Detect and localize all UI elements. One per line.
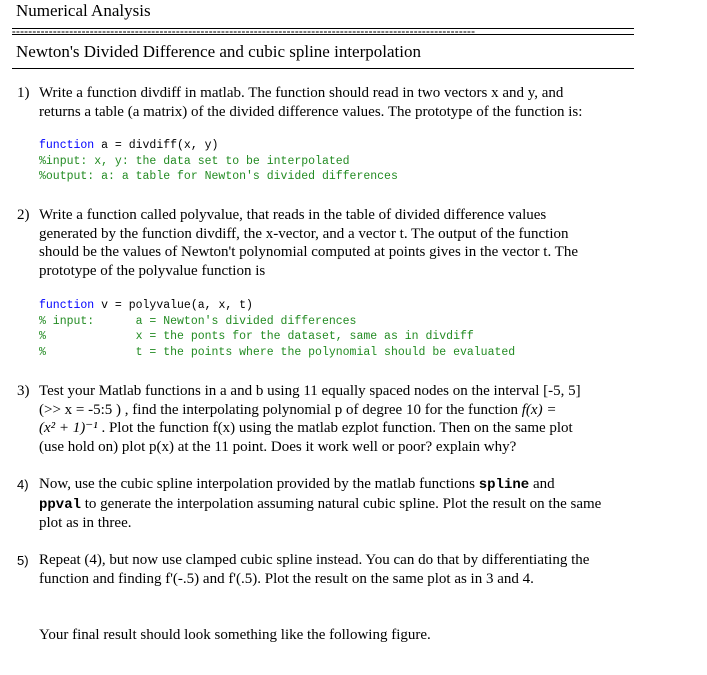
q5-line-1: Repeat (4), but now use clamped cubic spline instead. You can do that by differentiating the [39, 552, 590, 568]
section-divider [12, 68, 634, 69]
q2-code-comment-3: % t = the points where the polynomial should be evaluated [39, 345, 516, 359]
q3-line-2-text: (>> x = -5:5 ) , find the interpolating polynomial p of degree 10 for the function [39, 401, 522, 418]
q5-line-2: function and finding f'(-.5) and f'(.5). Plot the result on the same plot as in 3 and 4. [39, 570, 534, 587]
q3-text [39, 382, 639, 456]
q3-line-3-text: . Plot the function f(x) using the matlab ezplot function. Then on the same plot [97, 420, 573, 436]
q1-line-2: returns a table (a matrix) of the divided difference values. The prototype of the function is: [39, 103, 583, 120]
q2-line-3: should be the values of Newton't polynomial computed at points gives in the vector t. The [39, 244, 578, 260]
q3-number: 3) [17, 383, 30, 399]
section-title: Newton's Divided Difference and cubic spline interpolation [16, 42, 421, 61]
q1-code-block [39, 138, 398, 185]
q2-code-block [39, 298, 515, 360]
q3-function-expr: f(x) = [521, 401, 557, 418]
q5-text [39, 551, 639, 588]
q2-text [39, 206, 639, 280]
q4-line-1-end: and [529, 476, 555, 492]
q2-code-keyword: function [39, 299, 95, 312]
q2-code-comment-1: % input: a = Newton's divided differences [39, 314, 357, 328]
q5-number: 5) [17, 553, 29, 568]
q3-line-1: Test your Matlab functions in a and b using 11 equally spaced nodes on the interval [-5, 5] [39, 383, 581, 399]
q1-text [39, 84, 639, 121]
q4-text [39, 475, 639, 533]
q2-code-comment-2: % x = the ponts for the dataset, same as in divdiff [39, 330, 474, 343]
q3-line-4: (use hold on) plot p(x) at the 11 point. Does it work well or poor? explain why? [39, 438, 517, 455]
q2-code-declaration: v = polyvalue(a, x, t) [94, 299, 253, 312]
q1-line-1: Write a function divdiff in matlab. The function should read in two vectors x and y, and [39, 85, 564, 101]
q4-line-2 [39, 495, 639, 515]
q4-ppval-code: ppval [39, 496, 82, 513]
q4-spline-code: spline [478, 477, 530, 493]
q2-line-4: prototype of the polyvalue function is [39, 262, 266, 279]
q2-line-2: generated by the function divdiff, the x-vector, and a vector t. The output of the function [39, 225, 569, 242]
q2-line-1: Write a function called polyvalue, that reads in the table of divided difference values [39, 207, 547, 223]
divider-lines [12, 28, 634, 35]
q4-line-2-text: to generate the interpolation assuming natural cubic spline. Plot the result on the same [81, 495, 602, 512]
q3-math-expr: (x² + 1)⁻¹ [39, 420, 98, 436]
q1-code-comment-2: %output: a: a table for Newton's divided differences [39, 170, 398, 183]
q4-line-1-text: Now, use the cubic spline interpolation provided by the matlab functions [39, 476, 479, 492]
q1-code-declaration: a = divdiff(x, y) [94, 139, 219, 152]
document-title: Numerical Analysis [16, 1, 151, 20]
q4-line-1 [39, 475, 639, 495]
q1-code-comment-1: %input: x, y: the data set to be interpolated [39, 154, 350, 168]
q1-code-keyword: function [39, 139, 95, 152]
q3-line-2 [39, 401, 639, 420]
final-note: Your final result should look something like the following figure. [39, 627, 431, 643]
q2-number: 2) [17, 207, 30, 223]
double-divider: ================================================================================================================= [12, 30, 476, 36]
q4-number: 4) [17, 477, 29, 492]
q1-number: 1) [17, 85, 30, 101]
q4-line-3: plot as in three. [39, 515, 132, 531]
q3-line-3 [39, 419, 639, 438]
